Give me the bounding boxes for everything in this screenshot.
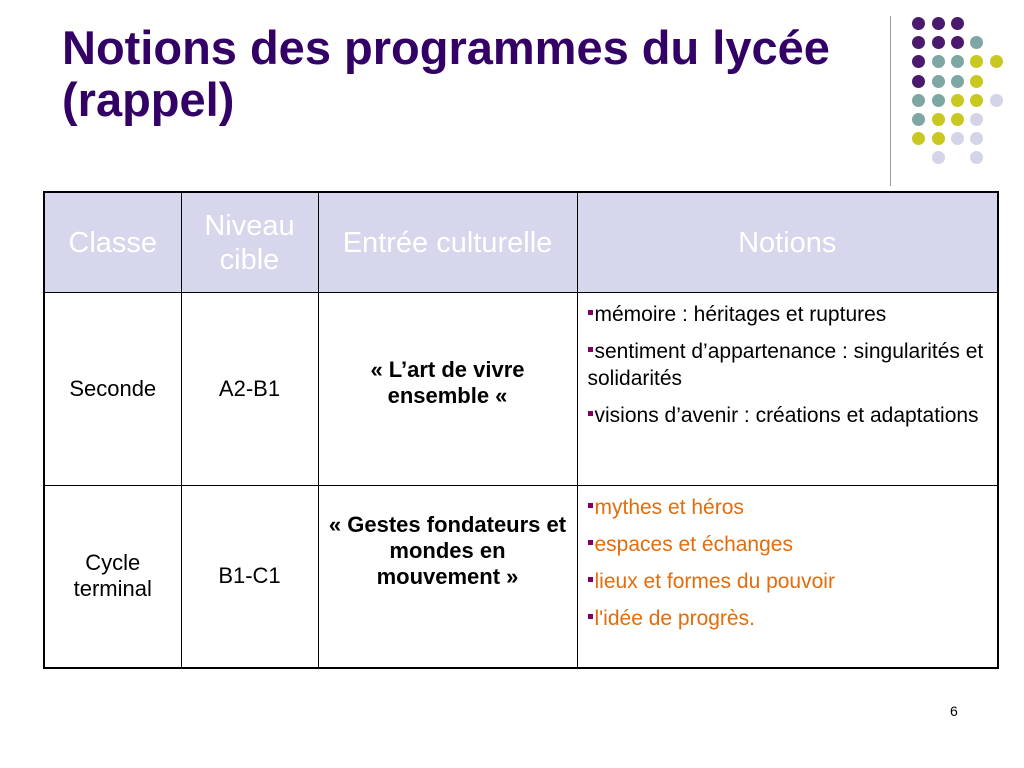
dot [932,75,945,88]
dot [912,55,925,68]
table-header-row [44,192,998,293]
dot [912,75,925,88]
cell-notions [577,486,998,668]
cell-niveau: B1-C1 [181,486,318,668]
table-row [44,486,998,668]
divider-line [890,16,891,186]
table-row [44,293,998,486]
dot [912,17,925,30]
dot [932,94,945,107]
notion-item [588,494,988,521]
notion-item [588,605,988,632]
dot [970,132,983,145]
dot [990,94,1003,107]
square-bullet-icon [588,614,593,619]
dot [970,55,983,68]
dot [951,94,964,107]
dot [932,132,945,145]
dot [970,113,983,126]
notion-item [588,568,988,595]
square-bullet-icon [588,347,593,352]
notion-text: mémoire : héritages et ruptures [594,303,887,326]
cell-entree: « Gestes fondateurs et mondes en mouvement » [318,486,577,668]
dot [990,55,1003,68]
square-bullet-icon [588,310,593,315]
notion-text: l'idée de progrès. [594,607,755,630]
dot [970,36,983,49]
page-number: 6 [950,703,958,719]
programme-table [43,191,999,669]
dot [932,36,945,49]
dot [912,36,925,49]
dot [951,36,964,49]
dot [912,94,925,107]
slide-title: Notions des programmes du lycée (rappel) [62,21,830,126]
dot [970,75,983,88]
notion-item [588,338,988,392]
notion-text: espaces et échanges [594,533,793,556]
notion-text: visions d’avenir : créations et adaptations [594,404,979,427]
square-bullet-icon [588,577,593,582]
cell-classe: Cycle terminal [44,486,181,668]
dot [951,17,964,30]
header-classe: Classe [44,192,181,293]
notion-item [588,402,988,429]
cell-notions [577,293,998,486]
dot [951,132,964,145]
dot [951,75,964,88]
dot [932,113,945,126]
notion-text: lieux et formes du pouvoir [594,570,835,593]
square-bullet-icon [588,503,593,508]
dot [912,132,925,145]
header-notions: Notions [577,192,998,293]
square-bullet-icon [588,411,593,416]
notion-text: sentiment d’appartenance : singularités et solidarités [587,340,984,390]
dot [970,151,983,164]
dot [951,55,964,68]
dot [970,94,983,107]
dot [932,17,945,30]
header-entree: Entrée culturelle [318,192,577,293]
header-niveau: Niveau cible [181,192,318,293]
cell-classe: Seconde [44,293,181,486]
square-bullet-icon [588,540,593,545]
notion-text: mythes et héros [594,496,744,519]
dot [951,113,964,126]
dot [932,151,945,164]
notion-item [588,531,988,558]
dot [932,55,945,68]
cell-entree: « L’art de vivre ensemble « [318,293,577,486]
notion-item [588,301,988,328]
dot [912,113,925,126]
cell-niveau: A2-B1 [181,293,318,486]
